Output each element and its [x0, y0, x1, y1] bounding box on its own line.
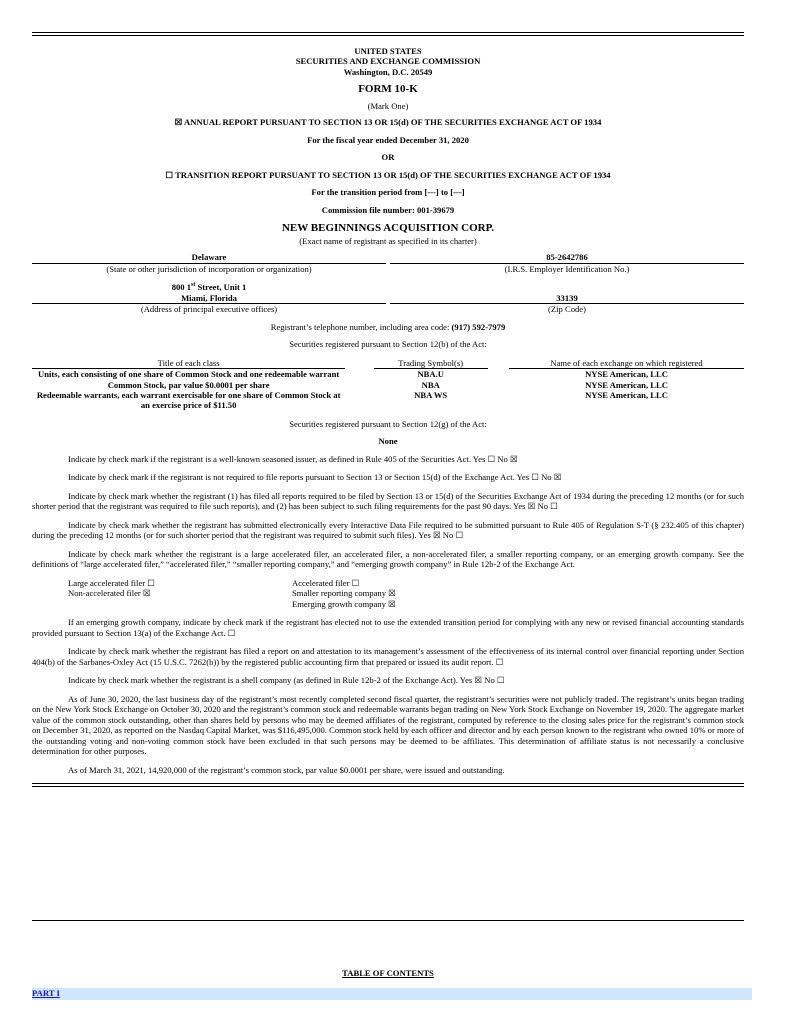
emerging-growth-company: Emerging growth company ☒: [292, 598, 396, 609]
or-line: OR: [381, 152, 395, 163]
address-line1: 800 1st Street, Unit 1: [171, 282, 247, 293]
transition-period-line: For the transition period from [---] to [---]: [311, 187, 465, 198]
table-row: Redeemable warrants, each warrant exercisable for one share of Common Stock at an exercise price of $11.50 NBA WS NYSE American, LLC: [36, 389, 668, 411]
part-1-row: [32, 988, 752, 1000]
table-row: Common Stock, par value $0.0001 per share NBA NYSE American, LLC: [107, 379, 668, 390]
phone-line: Registrant’s telephone number, including area code: (917) 592-7979: [270, 321, 506, 332]
none-line: None: [378, 436, 398, 447]
col-symbol: Trading Symbol(s): [374, 358, 488, 369]
header-line1: UNITED STATES: [354, 46, 422, 56]
paragraph-shares-outstanding: As of March 31, 2021, 14,920,000 of the registrant’s common stock, par value $0.0001 per share, were issued and outstanding.: [68, 764, 505, 775]
paragraph-not-required: Indicate by check mark if the registrant is not required to file reports pursuant to Section 13 or Section 15(d) of the Exchange Act. Yes ☐ No ☒: [68, 472, 562, 483]
section-12g-line: Securities registered pursuant to Section 12(g) of the Act:: [289, 418, 487, 429]
mark-one: (Mark One): [367, 100, 409, 111]
paragraph-shell-company: Indicate by check mark whether the registrant is a shell company (as defined in Rule 12b-2 of the Exchange Act). Yes ☒ No ☐: [68, 675, 505, 686]
col-title: Title of each class: [32, 358, 345, 369]
bottom-double-rule: [32, 783, 744, 787]
paragraph-market-value: As of June 30, 2020, the last business day of the registrant’s most recently completed second fiscal quarter, the registrant’s securities were not publicly traded. The registrant’s units began trading on the New York Stock Exchange on October 30, 2020 and the registrant’s common stock and redeemable warrants began trading on New York Stock Exchange on November 19, 2020. The aggregate market value of the common stock outstanding, other than shares held by persons who may be deemed affiliates of the registrant, computed by reference to the closing sales price for the registrant’s common stock on December 31, 2020, as reported on the Nasdaq Capital Market, was $116,495,000. Common stock held by each officer and director and by each person known to the registrant who owned 10% or more of the outstanding voting and non-voting common stock have been excluded in that such persons may be deemed to be affiliates. This determination of affiliate status is not necessarily a conclusive determination for other purposes.: [32, 693, 744, 757]
securities-table: [32, 358, 744, 411]
fiscal-year-line: For the fiscal year ended December 31, 2020: [307, 134, 469, 145]
zip-value: 33139: [556, 292, 578, 303]
state-caption: (State or other jurisdiction of incorporation or organization): [32, 263, 386, 274]
paragraph-filed-reports: Indicate by check mark whether the registrant (1) has filed all reports required to be filed by Section 13 or 15(d) of the Securities Exchange Act of 1934 during the preceding 12 months (or for such shorter period that the registrant was required to file such reports), and (2) has been subject to such filing requirements for the past 90 days. Yes ☒ No ☐: [32, 490, 744, 512]
transition-report-line: ☐ TRANSITION REPORT PURSUANT TO SECTION 13 OR 15(d) OF THE SECURITIES EXCHANGE ACT OF 1934: [165, 169, 611, 180]
ein-caption: (I.R.S. Employer Identification No.): [390, 263, 744, 274]
registrant-name: NEW BEGINNINGS ACQUISITION CORP.: [281, 222, 495, 235]
accelerated-filer: Accelerated filer ☐: [292, 577, 360, 588]
identity-row-1: [32, 252, 744, 274]
header-line2: SECURITIES AND EXCHANGE COMMISSION: [295, 56, 481, 67]
document-page: [32, 32, 744, 998]
part-1-link[interactable]: PART I: [32, 988, 60, 998]
smaller-reporting-company: Smaller reporting company ☒: [292, 588, 396, 599]
commission-file-line: Commission file number: 001-39679: [321, 204, 455, 215]
page-break-rule: [32, 920, 744, 921]
table-of-contents-title: TABLE OF CONTENTS: [342, 968, 434, 978]
address-line2: Miami, Florida: [181, 292, 237, 303]
paragraph-internal-control: Indicate by check mark whether the registrant has filed a report on and attestation to its management’s assessment of the effectiveness of its internal control over financial reporting under Section 404(b) of the Sarbanes-Oxley Act (15 U.S.C. 7262(b)) by the registered public accounting firm that prepared or issued its audit report. ☐: [32, 646, 744, 667]
col-exchange: Name of each exchange on which registered: [509, 358, 744, 369]
table-row: Units, each consisting of one share of Common Stock and one redeemable warrant NBA.U NYSE American, LLC: [38, 369, 668, 380]
paragraph-emerging-growth: If an emerging growth company, indicate by check mark if the registrant has elected not to use the extended transition period for complying with any new or revised financial accounting standards provided pursuant to Section 13(a) of the Exchange Act. ☐: [32, 617, 744, 638]
identity-row-2: [32, 282, 744, 314]
non-accelerated-filer: Non-accelerated filer ☒: [68, 588, 151, 599]
zip-caption: (Zip Code): [390, 303, 744, 314]
address-caption: (Address of principal executive offices): [32, 303, 386, 314]
form-title: FORM 10-K: [358, 83, 418, 96]
section-12b-line: Securities registered pursuant to Section 12(b) of the Act:: [289, 339, 487, 350]
registrant-note: (Exact name of registrant as specified in its charter): [299, 235, 477, 246]
paragraph-wksi: Indicate by check mark if the registrant is a well-known seasoned issuer, as defined in Rule 405 of the Securities Act. Yes ☐ No ☒: [68, 453, 518, 464]
large-accelerated-filer: Large accelerated filer ☐: [68, 577, 155, 588]
state-value: Delaware: [191, 252, 227, 263]
annual-report-line: ☒ ANNUAL REPORT PURSUANT TO SECTION 13 OR 15(d) OF THE SECURITIES EXCHANGE ACT OF 1934: [174, 117, 602, 128]
header-line3: Washington, D.C. 20549: [343, 66, 433, 77]
paragraph-interactive-data: Indicate by check mark whether the registrant has submitted electronically every Interactive Data File required to be submitted pursuant to Rule 405 of Regulation S-T (§ 232.405 of this chapter) during the preceding 12 months (or for such shorter period that the registrant was required to submit such files). Yes ☒ No ☐: [32, 519, 744, 541]
ein-value: 85-2642786: [546, 252, 588, 263]
phone-number: (917) 592-7979: [451, 321, 506, 332]
paragraph-filer-status: Indicate by check mark whether the registrant is a large accelerated filer, an accelerated filer, a non-accelerated filer, a smaller reporting company, or an emerging growth company. See the definitions of “large accelerated filer,” “accelerated filer,” “smaller reporting company,” and “emerging growth company” in Rule 12b-2 of the Exchange Act.: [32, 548, 744, 570]
filer-checkboxes: [68, 578, 744, 609]
